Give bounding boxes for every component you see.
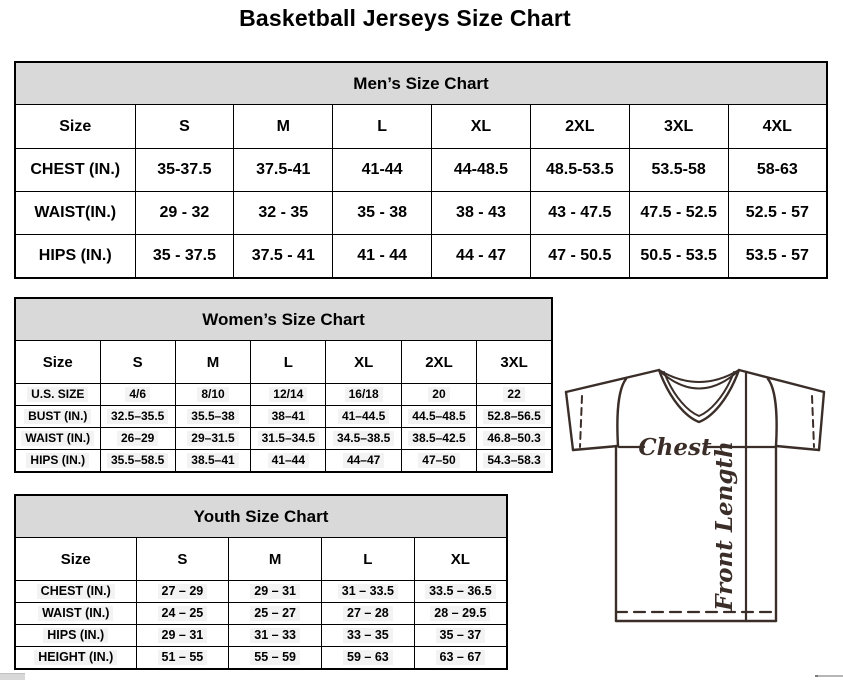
table-caption-row	[15, 62, 827, 105]
value: 52.8–56.5	[483, 409, 544, 424]
jersey-measurement-diagram	[556, 356, 843, 641]
row-label-cell	[15, 625, 136, 647]
header-cell: S	[100, 341, 175, 384]
table-row	[15, 647, 507, 670]
value: 33.5 – 36.5	[425, 584, 496, 600]
value: 31.5–34.5	[258, 431, 319, 446]
value: 29 – 31	[158, 628, 208, 644]
row-label-cell	[15, 384, 100, 406]
value-cell	[136, 625, 229, 647]
header-cell: 3XL	[629, 105, 728, 149]
value-cell	[401, 450, 476, 473]
row-label: BUST (IN.)	[24, 409, 91, 424]
page-title: Basketball Jerseys Size Chart	[239, 5, 571, 31]
value-cell	[136, 603, 229, 625]
value-cell	[477, 406, 552, 428]
row-label-cell	[15, 603, 136, 625]
header-cell: L	[251, 341, 326, 384]
table-row	[15, 149, 827, 192]
value-cell: 58-63	[728, 149, 827, 192]
value: 27 – 28	[343, 606, 393, 622]
mens-table-title: Men’s Size Chart	[15, 62, 827, 105]
value-cell	[477, 384, 552, 406]
value-cell	[477, 428, 552, 450]
value-cell	[322, 581, 415, 603]
womens-size-table	[14, 297, 553, 473]
mens-header-row	[15, 105, 827, 149]
table-row	[15, 450, 552, 473]
value-cell	[136, 647, 229, 670]
value-cell: 41-44	[333, 149, 432, 192]
row-label: HIPS (IN.)	[43, 628, 108, 644]
row-label-cell: HIPS (IN.)	[15, 235, 135, 279]
row-label: HEIGHT (IN.)	[34, 650, 117, 666]
table-row	[15, 384, 552, 406]
womens-table-title: Women’s Size Chart	[15, 298, 552, 341]
value-cell	[251, 406, 326, 428]
value-cell: 35 - 38	[333, 192, 432, 235]
value: 47–50	[418, 453, 459, 468]
value-cell: 53.5 - 57	[728, 235, 827, 279]
value: 29–31.5	[187, 431, 238, 446]
value: 31 – 33.5	[338, 584, 398, 600]
youth-size-table	[14, 494, 508, 670]
value-cell: 38 - 43	[432, 192, 531, 235]
chest-measure-label: Chest	[638, 434, 712, 461]
value: 44.5–48.5	[408, 409, 469, 424]
value: 38.5–42.5	[408, 431, 469, 446]
value: 25 – 27	[250, 606, 300, 622]
value: 26–29	[117, 431, 158, 446]
value-cell: 52.5 - 57	[728, 192, 827, 235]
value-cell: 37.5 - 41	[234, 235, 333, 279]
womens-header-row	[15, 341, 552, 384]
row-label-cell	[15, 647, 136, 670]
value: 46.8–50.3	[483, 431, 544, 446]
header-cell: S	[136, 538, 229, 581]
value: 35.5–58.5	[107, 453, 168, 468]
value-cell	[326, 428, 401, 450]
value: 32.5–35.5	[107, 409, 168, 424]
value-cell	[229, 581, 322, 603]
value-cell	[414, 603, 507, 625]
header-cell: M	[175, 341, 250, 384]
mens-size-table	[14, 61, 828, 279]
value: 35 – 37	[436, 628, 486, 644]
value-cell	[100, 450, 175, 473]
value-cell: 47 - 50.5	[530, 235, 629, 279]
value-cell: 32 - 35	[234, 192, 333, 235]
value: 24 – 25	[158, 606, 208, 622]
value: 63 – 67	[436, 650, 486, 666]
value: 59 – 63	[343, 650, 393, 666]
value-cell	[322, 625, 415, 647]
value-cell	[175, 384, 250, 406]
value: 44–47	[343, 453, 384, 468]
value: 22	[503, 387, 524, 402]
table-row	[15, 235, 827, 279]
header-cell: Size	[15, 341, 100, 384]
value: 31 – 33	[250, 628, 300, 644]
value: 54.3–58.3	[483, 453, 544, 468]
value: 29 – 31	[250, 584, 300, 600]
header-cell: Size	[15, 538, 136, 581]
value-cell	[414, 625, 507, 647]
value-cell	[401, 406, 476, 428]
value-cell	[414, 647, 507, 670]
value-cell	[175, 428, 250, 450]
table-caption-row	[15, 495, 507, 538]
table-row	[15, 581, 507, 603]
value-cell	[100, 384, 175, 406]
value: 33 – 35	[343, 628, 393, 644]
scrollbar-track-fragment[interactable]	[815, 675, 843, 677]
value: 28 – 29.5	[430, 606, 490, 622]
value-cell: 41 - 44	[333, 235, 432, 279]
value-cell	[251, 450, 326, 473]
value-cell	[100, 406, 175, 428]
row-label: U.S. SIZE	[27, 387, 88, 402]
header-cell: Size	[15, 105, 135, 149]
value-cell	[100, 428, 175, 450]
value-cell: 35-37.5	[135, 149, 234, 192]
table-row	[15, 192, 827, 235]
row-label-cell: CHEST (IN.)	[15, 149, 135, 192]
row-label: WAIST (IN.)	[38, 606, 113, 622]
row-label: HIPS (IN.)	[26, 453, 89, 468]
header-cell: L	[333, 105, 432, 149]
row-label-cell	[15, 581, 136, 603]
value-cell	[175, 450, 250, 473]
value-cell	[229, 625, 322, 647]
value: 12/14	[269, 387, 307, 402]
value-cell	[326, 450, 401, 473]
row-label: WAIST (IN.)	[21, 431, 94, 446]
value-cell: 44 - 47	[432, 235, 531, 279]
row-label: CHEST (IN.)	[37, 584, 115, 600]
table-caption-row	[15, 298, 552, 341]
value-cell	[136, 581, 229, 603]
header-cell: 3XL	[477, 341, 552, 384]
header-cell: XL	[414, 538, 507, 581]
header-cell: XL	[432, 105, 531, 149]
value-cell	[401, 384, 476, 406]
header-cell: M	[234, 105, 333, 149]
header-cell: 2XL	[401, 341, 476, 384]
value-cell	[251, 428, 326, 450]
value: 27 – 29	[158, 584, 208, 600]
front-length-measure-label: Front Length	[711, 441, 738, 611]
value-cell: 50.5 - 53.5	[629, 235, 728, 279]
value: 41–44.5	[338, 409, 389, 424]
value-cell	[251, 384, 326, 406]
value-cell: 48.5-53.5	[530, 149, 629, 192]
value: 8/10	[197, 387, 228, 402]
row-label-cell	[15, 428, 100, 450]
value-cell	[175, 406, 250, 428]
value: 35.5–38	[187, 409, 238, 424]
youth-header-row	[15, 538, 507, 581]
value-cell: 37.5-41	[234, 149, 333, 192]
header-cell: M	[229, 538, 322, 581]
table-row	[15, 625, 507, 647]
value-cell	[477, 450, 552, 473]
value-cell: 44-48.5	[432, 149, 531, 192]
row-label-cell	[15, 406, 100, 428]
header-cell: S	[135, 105, 234, 149]
value-cell	[326, 384, 401, 406]
table-row	[15, 603, 507, 625]
table-row	[15, 406, 552, 428]
value-cell	[229, 647, 322, 670]
value-cell	[401, 428, 476, 450]
value: 38–41	[268, 409, 309, 424]
header-cell: L	[322, 538, 415, 581]
value: 20	[428, 387, 449, 402]
value: 38.5–41	[187, 453, 238, 468]
value-cell: 53.5-58	[629, 149, 728, 192]
value-cell	[322, 647, 415, 670]
value: 16/18	[345, 387, 383, 402]
value-cell: 43 - 47.5	[530, 192, 629, 235]
value-cell: 35 - 37.5	[135, 235, 234, 279]
header-cell: 2XL	[530, 105, 629, 149]
value: 41–44	[268, 453, 309, 468]
value: 55 – 59	[250, 650, 300, 666]
youth-table-title: Youth Size Chart	[15, 495, 507, 538]
value: 34.5–38.5	[333, 431, 394, 446]
value: 4/6	[125, 387, 150, 402]
header-cell: 4XL	[728, 105, 827, 149]
value-cell	[414, 581, 507, 603]
value-cell: 29 - 32	[135, 192, 234, 235]
row-label-cell	[15, 450, 100, 473]
value-cell: 47.5 - 52.5	[629, 192, 728, 235]
header-cell: XL	[326, 341, 401, 384]
value-cell	[229, 603, 322, 625]
table-row	[15, 428, 552, 450]
value: 51 – 55	[158, 650, 208, 666]
value-cell	[322, 603, 415, 625]
row-label-cell: WAIST(IN.)	[15, 192, 135, 235]
jersey-outline-icon	[556, 356, 843, 641]
value-cell	[326, 406, 401, 428]
